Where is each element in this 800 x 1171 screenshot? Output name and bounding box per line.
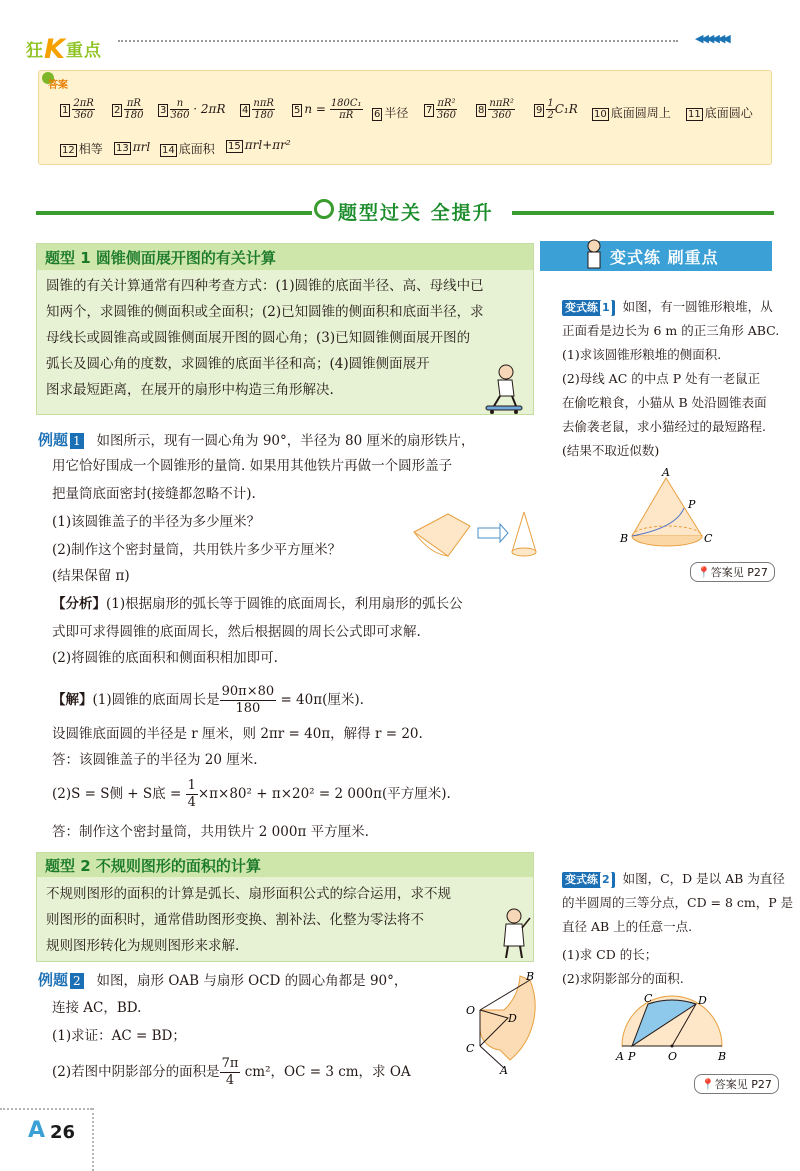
example1-line-1: 例题 1 如图所示，现有一圆心角为 90°，半径为 80 厘米的扇形铁片， [38, 428, 475, 454]
page-mark-icon: A [28, 1118, 46, 1143]
answer-item-13: 13 πrl [116, 140, 151, 154]
type2-line-2: 则图形的面积时，通常借助图形变换、割补法、化整为零法将不 [46, 912, 424, 928]
var1-line-6: 去偷袭老鼠，求小猫经过的最短路程. [562, 419, 766, 434]
var2-line-1: 变式练 2 如图，C，D 是以 AB 为直径 [562, 868, 785, 890]
sidebar-header-title: 变式练 刷重点 [610, 248, 719, 267]
type1-line-4: 弧长及圆心角的度数，求圆锥的底面半径和高；(4)圆锥侧面展开 [46, 356, 430, 372]
example1-line-6: (结果保留 π) [52, 568, 130, 584]
answer-tag: 答案 [48, 80, 68, 91]
answer-item-8: 8 $\frac{\text{nπR²}}{360}$ [478, 98, 514, 121]
var2-line-2: 的半圆周的三等分点，CD = 8 cm，P 是 [562, 895, 794, 910]
header-dotted-line [118, 40, 678, 42]
example2-line-1: 例题 2 如图，扇形 OAB 与扇形 OCD 的圆心角都是 90°， [38, 968, 407, 994]
example2-tag: 例题 [38, 971, 69, 989]
answer-item-9: 9 $\frac{1}{2}C_1R$ [536, 98, 578, 121]
answer-item-1: 1 $\frac{2\pi R}{360}$ [62, 98, 94, 121]
var1-line-7: (结果不取近似数) [562, 443, 660, 458]
answer-item-4: 4 $\frac{\text{nπR}}{180}$ [242, 98, 274, 121]
example1-solution-5: 答：制作这个密封量筒，共用铁片 2 000π 平方厘米. [52, 824, 369, 840]
example1-line-3: 把量筒底面密封(接缝都忽略不计). [52, 486, 256, 502]
type1-line-2: 知两个，求圆锥的侧面积或全面积；(2)已知圆锥的侧面积和底面半径，求 [46, 304, 484, 320]
brand-post: 重点 [65, 41, 102, 61]
brand-pre: 狂 [26, 41, 44, 61]
answer-item-2: 2 $\frac{\pi R}{180}$ [114, 98, 144, 121]
var1-line-2: 正面看是边长为 6 m 的正三角形 ABC. [562, 323, 780, 338]
answer-item-15: 15 πrl+πr² [228, 138, 291, 152]
answer-item-5: 5 n = $\frac{\text{180C₁}}{\pi R}$ [294, 98, 362, 121]
var2-badge: 变式练 2 [562, 872, 615, 888]
type2-title: 题型 2 不规则图形的面积的计算 [37, 853, 533, 877]
fig2-label-a: A [500, 1064, 508, 1074]
banner-line-left [36, 211, 312, 215]
var2-semicircle-figure [614, 992, 738, 1064]
footer-dotted-line [0, 1108, 92, 1110]
footer-dotted-vline [92, 1108, 94, 1171]
brand-logo [26, 32, 102, 63]
var2-line-5: (2)求阴影部分的面积. [562, 971, 684, 986]
example2-num: 2 [70, 973, 84, 989]
example1-tag: 例题 [38, 431, 69, 449]
example1-solution-3: 答：该圆锥盖子的半径为 20 厘米. [52, 752, 258, 768]
var1-line-3: (1)求该圆锥形粮堆的侧面积. [562, 347, 722, 362]
answer-item-7: 7 $\frac{\text{πR²}}{360}$ [426, 98, 456, 121]
answer-item-10: 10 底面圆周上 [594, 106, 671, 120]
example1-solution-1: 【解】(1)圆锥的底面周长是 $\frac{90\pi\times 80}{180} = 40\pi$(厘米). [52, 684, 364, 716]
example2-line-4: (2)若图中阴影部分的面积是 $\frac{7\pi}{4} cm^2$，OC = 3 cm，求 OA [52, 1056, 411, 1088]
example1-solution-2: 设圆锥底面圆的半径是 r 厘米，则 2πr = 40π，解得 r = 20. [52, 726, 423, 742]
banner-line-right [512, 211, 774, 215]
answer-item-12: 12 相等 [62, 142, 103, 156]
example2-figure [460, 970, 540, 1074]
var2-line-3: 直径 AB 上的任意一点. [562, 919, 693, 934]
solution-tag: 【解】 [52, 692, 93, 708]
var1-line-5: 在偷吃粮食，小猫从 B 处沿圆锥表面 [562, 395, 767, 410]
fig2-label-b: B [526, 970, 535, 983]
fig3-label-a: A [616, 1050, 624, 1063]
var2-line-4: (1)求 CD 的长； [562, 947, 658, 962]
skateboard-boy-illustration [476, 360, 532, 414]
pointing-girl-illustration [496, 906, 532, 960]
header-arrows: ◀◀◀◀◀◀ [695, 32, 728, 45]
type2-line-3: 规则图形转化为规则图形来求解. [46, 938, 240, 954]
fig2-label-c: C [466, 1042, 475, 1055]
brand-k: K [44, 34, 66, 65]
fig3-label-c: C [644, 992, 653, 1005]
fig1-label-c: C [704, 532, 713, 545]
var1-see-answer[interactable]: 📍答案见 P27 [690, 562, 775, 582]
fig2-label-d: D [508, 1012, 517, 1025]
section-banner-title: 题型过关 全提升 [338, 202, 494, 224]
example1-analysis-1: 【分析】(1)根据扇形的弧长等于圆锥的底面周长，利用扇形的弧长公 [52, 596, 463, 612]
type2-line-1: 不规则图形的面积的计算是弧长、扇形面积公式的综合运用，求不规 [46, 886, 451, 902]
fig3-label-b: B [718, 1050, 727, 1063]
page-number: 26 [50, 1122, 76, 1143]
sector-to-cone-figure [408, 506, 558, 566]
var2-see-answer[interactable]: 📍答案见 P27 [694, 1074, 779, 1094]
example1-line-4: (1)该圆锥盖子的半径为多少厘米？ [52, 514, 261, 530]
example1-line-2: 用它恰好围成一个圆锥形的量筒. 如果用其他铁片再做一个圆形盖子 [52, 458, 453, 474]
fig3-label-o: O [668, 1050, 678, 1063]
pin-icon: 📍 [701, 1078, 715, 1091]
analysis-tag: 【分析】 [52, 596, 106, 612]
fig1-label-p: P [688, 498, 696, 511]
type1-line-3: 母线长或圆锥高或圆锥侧面展开图的圆心角；(3)已知圆锥侧面展开图的 [46, 330, 471, 346]
type1-line-5: 图求最短距离，在展开的扇形中构造三角形解决. [46, 382, 334, 398]
example2-line-2: 连接 AC，BD. [52, 1000, 142, 1016]
example2-line-3: (1)求证：AC = BD； [52, 1028, 186, 1044]
fig3-label-d: D [698, 994, 707, 1007]
example1-solution-4: (2)S = S侧 + S底 = $\frac{1}{4}\times\pi\times 80^2 + \pi\times 20^2 = 2$ 000π(平方厘米). [52, 778, 451, 810]
answer-item-6: 6 半径 [374, 106, 409, 120]
type1-title: 题型 1 圆锥侧面展开图的有关计算 [37, 244, 533, 270]
var1-badge: 变式练 1 [562, 300, 615, 316]
var1-line-4: (2)母线 AC 的中点 P 处有一老鼠正 [562, 371, 761, 386]
example1-analysis-2: 式即可求得圆锥的底面周长，然后根据圆的周长公式即可求解. [52, 624, 421, 640]
answer-item-11: 11 底面圆心 [688, 106, 753, 120]
answer-item-3: 3 $\frac{n}{360} \cdot 2\pi R$ [160, 98, 226, 121]
pin-icon: 📍 [697, 566, 711, 579]
type1-line-1: 圆锥的有关计算通常有四种考查方式：(1)圆锥的底面半径、高、母线中已 [46, 278, 484, 294]
var1-line-1: 变式练 1 如图，有一圆锥形粮堆，从 [562, 296, 773, 318]
target-icon [314, 199, 334, 219]
example1-analysis-3: (2)将圆锥的底面积和侧面积相加即可. [52, 650, 278, 666]
fig1-label-a: A [662, 466, 670, 479]
example1-num: 1 [70, 433, 84, 449]
scientist-icon [582, 236, 606, 272]
answer-item-14: 14 底面积 [162, 142, 215, 156]
fig3-label-p: P [628, 1050, 636, 1063]
var1-cone-figure [616, 466, 726, 554]
example1-line-5: (2)制作这个密封量筒，共用铁片多少平方厘米？ [52, 542, 342, 558]
fig1-label-b: B [620, 532, 629, 545]
fig2-label-o: O [466, 1004, 476, 1017]
